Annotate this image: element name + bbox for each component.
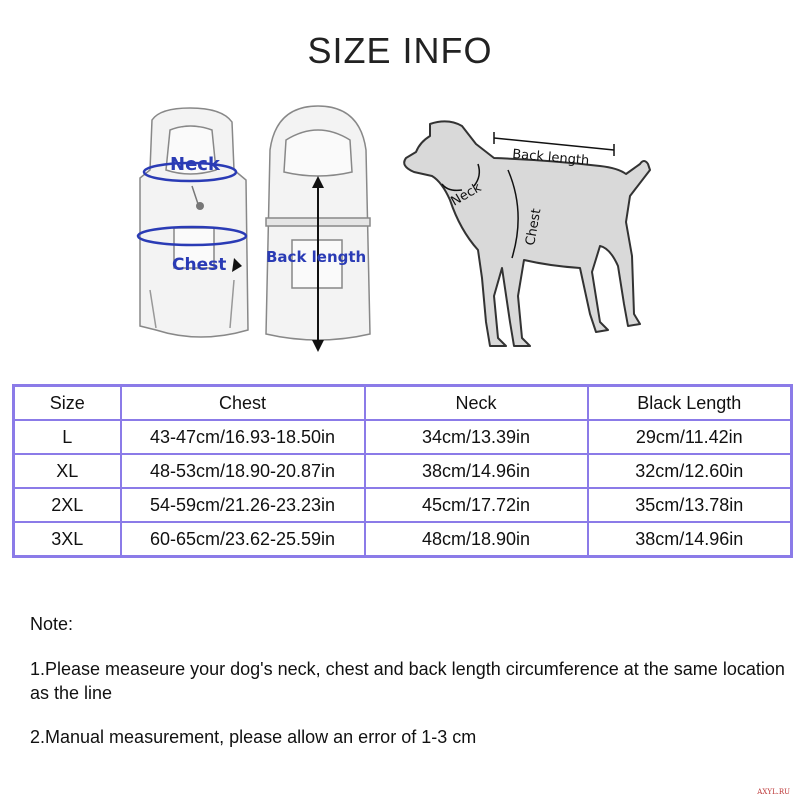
cell-size: 3XL (14, 522, 121, 557)
header-length: Black Length (588, 386, 792, 421)
note-line-2: 2.Manual measurement, please allow an error of 1-3 cm (30, 727, 477, 747)
table-row (14, 454, 792, 488)
measurement-illustration (130, 100, 690, 360)
table-row (14, 522, 792, 557)
cell-chest: 48-53cm/18.90-20.87in (121, 454, 365, 488)
header-size: Size (14, 386, 121, 421)
header-chest: Chest (121, 386, 365, 421)
coat-neck-label: Neck (170, 154, 220, 175)
coat-back-length-label: Back length (266, 248, 367, 266)
header-neck: Neck (365, 386, 588, 421)
cell-size: XL (14, 454, 121, 488)
cell-length: 38cm/14.96in (588, 522, 792, 557)
cell-length: 35cm/13.78in (588, 488, 792, 522)
cell-size: L (14, 420, 121, 454)
cell-neck: 48cm/18.90in (365, 522, 588, 557)
dog-back-length-label: Back length (511, 147, 590, 169)
size-table (12, 384, 793, 558)
cell-chest: 54-59cm/21.26-23.23in (121, 488, 365, 522)
table-row (14, 488, 792, 522)
cell-neck: 45cm/17.72in (365, 488, 588, 522)
dog-chest-label: Chest (523, 207, 545, 247)
notes-section (30, 614, 790, 769)
cell-neck: 38cm/14.96in (365, 454, 588, 488)
page-title: SIZE INFO (307, 30, 493, 71)
cell-chest: 43-47cm/16.93-18.50in (121, 420, 365, 454)
note-title: Note: (30, 614, 74, 634)
cell-chest: 60-65cm/23.62-25.59in (121, 522, 365, 557)
dog-neck-label: Neck (448, 180, 485, 210)
cell-size: 2XL (14, 488, 121, 522)
cell-length: 29cm/11.42in (588, 420, 792, 454)
coat-front-drawing (140, 108, 248, 337)
note-line-1: 1.Please measeure your dog's neck, chest and back length circumference at the same location as the line (30, 659, 785, 703)
table-row (14, 420, 792, 454)
cell-length: 32cm/12.60in (588, 454, 792, 488)
watermark: AXYL.RU (757, 788, 790, 796)
cell-neck: 34cm/13.39in (365, 420, 588, 454)
coat-chest-label: Chest (172, 255, 227, 275)
table-header-row (14, 386, 792, 421)
